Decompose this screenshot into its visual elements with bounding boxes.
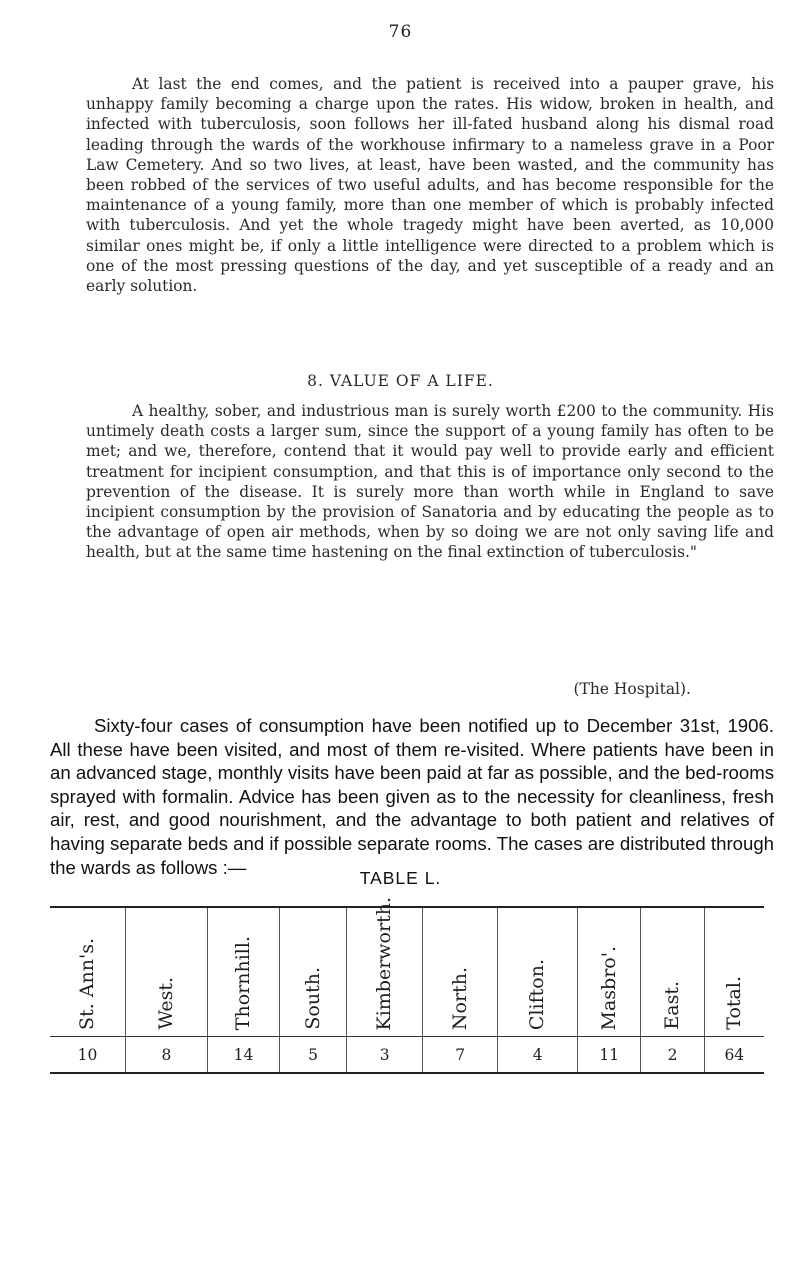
column-header bbox=[280, 907, 347, 1037]
column-label: Masbro'. bbox=[597, 945, 620, 1030]
column-header bbox=[498, 907, 578, 1037]
table-cell: 3 bbox=[347, 1037, 423, 1074]
paragraph-text: A healthy, sober, and industrious man is surely worth £200 to the community. His untimely death costs a larger sum, since the support of a young family has often to be met; and we, therefore, contend that it would pay well to provide early and efficient treatment for incipient consumption, and that this is of importance only second to the prevention of the disease. It is surely more than worth while in England to save incipient consumption by the provision of Sanatoria and by educating the people as to the advantage of open air methods, when by so doing we are not only saving life and health, but at the same time hastening on the final extinction of tuberculosis." bbox=[86, 402, 774, 562]
table-row bbox=[50, 1037, 764, 1074]
column-header bbox=[347, 896, 423, 1037]
column-label: Clifton. bbox=[526, 958, 549, 1030]
table-cell: 11 bbox=[578, 1037, 641, 1074]
column-label: North. bbox=[448, 966, 471, 1030]
column-label: Total. bbox=[722, 976, 745, 1030]
body-paragraph bbox=[50, 714, 774, 879]
section-heading: 8. VALUE OF A LIFE. bbox=[307, 372, 494, 390]
column-label: East. bbox=[661, 981, 683, 1030]
table-cell: 5 bbox=[280, 1037, 347, 1074]
column-header bbox=[641, 907, 704, 1037]
column-header bbox=[126, 907, 208, 1037]
column-header bbox=[50, 907, 126, 1037]
page-number: 76 bbox=[388, 22, 413, 42]
column-header bbox=[423, 907, 498, 1037]
table-cell: 4 bbox=[498, 1037, 578, 1074]
ward-cases-table bbox=[50, 896, 764, 1074]
table-cell: 7 bbox=[423, 1037, 498, 1074]
column-label: Thornhill. bbox=[231, 935, 254, 1030]
table-header-row bbox=[50, 907, 764, 1037]
quote-attribution: (The Hospital). bbox=[573, 680, 691, 698]
table-cell: 64 bbox=[704, 1037, 764, 1074]
paragraph-text: Sixty-four cases of consumption have been notified up to December 31st, 1906. All these have been visited, and most of them re-visited. Where patients have been in an advanced stage, monthly visits have been paid at far as possible, and the bed-rooms sprayed with formalin. Advice has been given as to the necessity for cleanliness, fresh air, rest, and good nourishment, and the advantage to both patient and relatives of having separate beds and if possible separate rooms. The cases are distributed through the wards as follows :— bbox=[50, 715, 774, 878]
column-label: Kimberworth. bbox=[373, 896, 396, 1030]
column-header bbox=[578, 907, 641, 1037]
table-cell: 14 bbox=[207, 1037, 279, 1074]
quote-paragraph-2 bbox=[86, 401, 774, 563]
quote-paragraph-1 bbox=[86, 74, 774, 296]
column-label: South. bbox=[301, 967, 324, 1030]
column-header bbox=[704, 907, 764, 1037]
column-label: West. bbox=[154, 977, 177, 1030]
table-cell: 2 bbox=[641, 1037, 704, 1074]
table-cell: 8 bbox=[126, 1037, 208, 1074]
column-label: St. Ann's. bbox=[76, 938, 98, 1030]
table-title: TABLE L. bbox=[359, 868, 442, 888]
table-cell: 10 bbox=[77, 1045, 98, 1064]
paragraph-text: At last the end comes, and the patient is received into a pauper grave, his unhappy family becoming a charge upon the rates. His widow, broken in health, and infected with tuberculosis, soon follows her ill-fated husband along his dismal road leading through the wards of the workhouse infirmary to a nameless grave in a Poor Law Cemetery. And so two lives, at least, have been wasted, and the community has been robbed of the services of two useful adults, and has become responsible for the maintenance of a young family, more than one member of which is probably infected with tuberculosis. And yet the whole tragedy might have been averted, as 10,000 similar ones might be, if only a little intelligence were directed to a problem which is one of the most pressing questions of the day, and yet susceptible of a ready and an early solution. bbox=[86, 75, 774, 296]
column-header bbox=[207, 907, 279, 1037]
